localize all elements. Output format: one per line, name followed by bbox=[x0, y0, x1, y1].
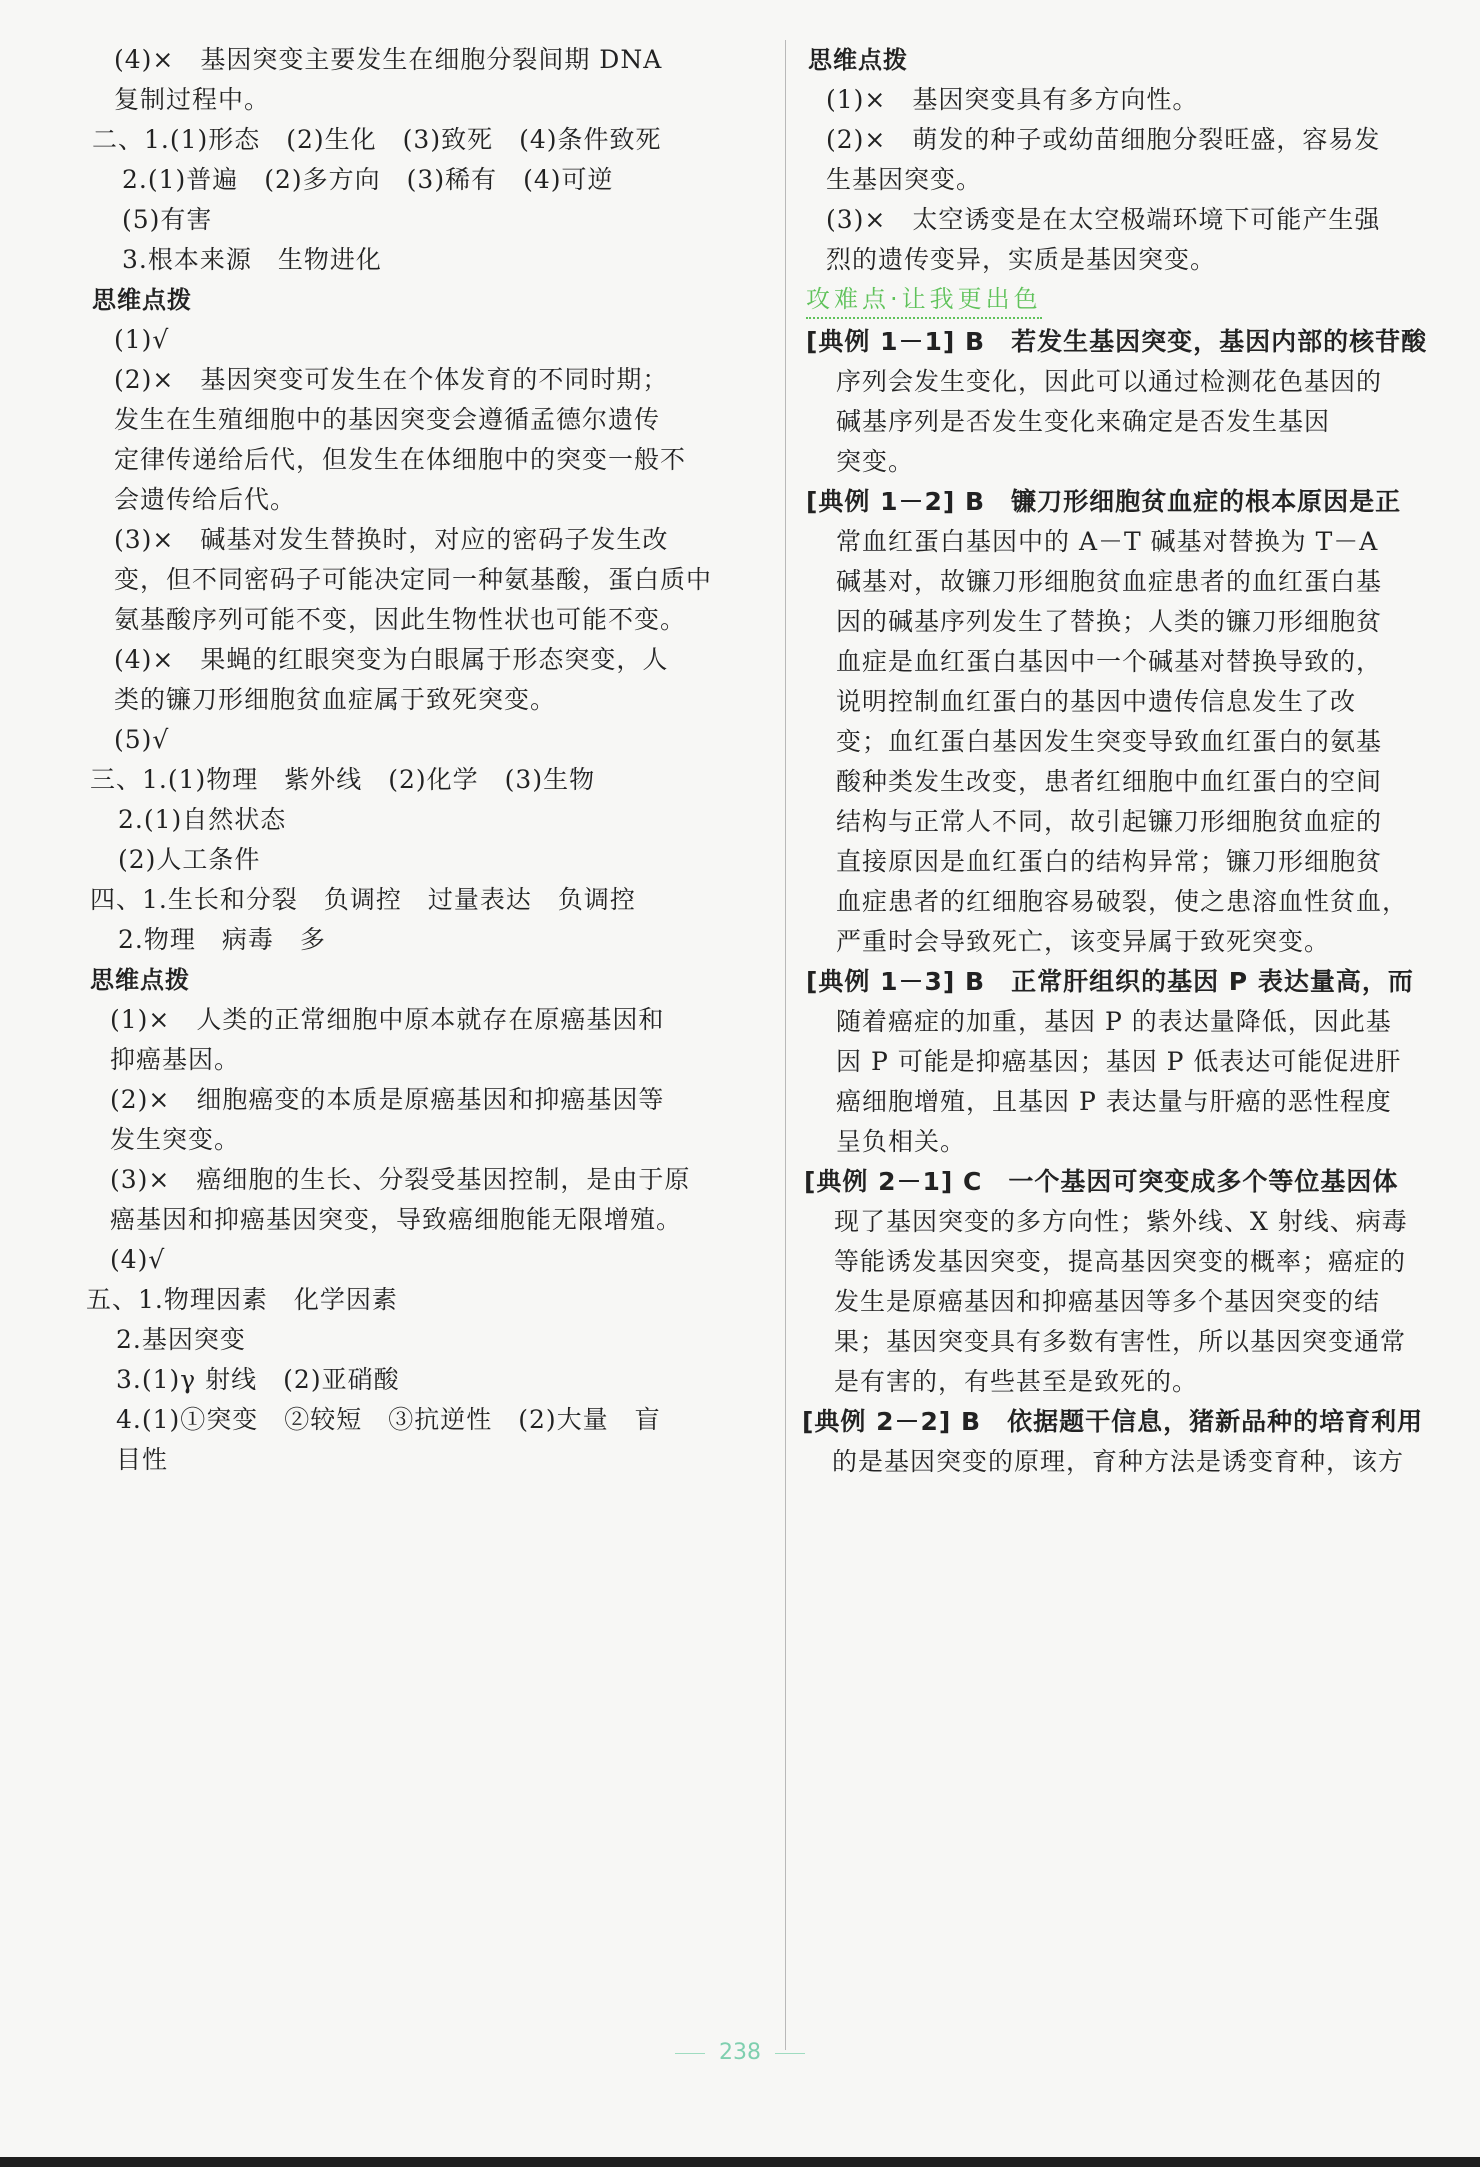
text-line: 果；基因突变具有多数有害性，所以基因突变通常 bbox=[834, 1327, 1407, 1356]
text-line: 发生是原癌基因和抑癌基因等多个基因突变的结 bbox=[834, 1287, 1381, 1316]
text-line: 发生在生殖细胞中的基因突变会遵循孟德尔遗传 bbox=[114, 405, 661, 434]
section-heading: 思维点拨 bbox=[92, 286, 192, 314]
example-line: [典例 2－1] C 一个基因可突变成多个等位基因体 bbox=[804, 1167, 1399, 1196]
text-line: 常血红蛋白基因中的 A－T 碱基对替换为 T－A bbox=[836, 527, 1379, 556]
text-line: 癌基因和抑癌基因突变，导致癌细胞能无限增殖。 bbox=[110, 1205, 683, 1234]
text-line: 3.根本来源 生物进化 bbox=[122, 245, 382, 274]
example-line: [典例 2－2] B 依据题干信息，猪新品种的培育利用 bbox=[802, 1407, 1424, 1436]
text-line: 会遗传给后代。 bbox=[114, 485, 297, 514]
text-line: 发生突变。 bbox=[110, 1125, 241, 1154]
text-line: 定律传递给后代，但发生在体细胞中的突变一般不 bbox=[114, 445, 687, 474]
text-line: 碱基对，故镰刀形细胞贫血症患者的血红蛋白基 bbox=[836, 567, 1383, 596]
text-line: (4)× 基因突变主要发生在细胞分裂间期 DNA bbox=[114, 45, 663, 74]
section-heading: 思维点拨 bbox=[90, 966, 190, 994]
text-line: (1)× 人类的正常细胞中原本就存在原癌基因和 bbox=[110, 1005, 665, 1034]
text-line: 五、1.物理因素 化学因素 bbox=[86, 1285, 398, 1314]
text-line: 是有害的，有些甚至是致死的。 bbox=[834, 1367, 1199, 1396]
text-line: 酸种类发生改变，患者红细胞中血红蛋白的空间 bbox=[836, 767, 1383, 796]
text-line: 血症是血红蛋白基因中一个碱基对替换导致的， bbox=[836, 647, 1383, 676]
text-line: (4)× 果蝇的红眼突变为白眼属于形态突变，人 bbox=[114, 645, 669, 674]
text-line: 二、1.(1)形态 (2)生化 (3)致死 (4)条件致死 bbox=[92, 125, 662, 154]
text-line: 序列会发生变化，因此可以通过检测花色基因的 bbox=[836, 367, 1383, 396]
text-line: 2.物理 病毒 多 bbox=[118, 925, 326, 954]
text-line: 呈负相关。 bbox=[836, 1127, 967, 1156]
text-line: 突变。 bbox=[836, 447, 915, 476]
text-line: 结构与正常人不同，故引起镰刀形细胞贫血症的 bbox=[836, 807, 1383, 836]
text-line: 3.(1)γ 射线 (2)亚硝酸 bbox=[116, 1365, 400, 1394]
text-line: 2.(1)普遍 (2)多方向 (3)稀有 (4)可逆 bbox=[122, 165, 614, 194]
text-line: 严重时会导致死亡，该变异属于致死突变。 bbox=[836, 927, 1331, 956]
text-line: 复制过程中。 bbox=[114, 85, 271, 114]
text-line: 氨基酸序列可能不变，因此生物性状也可能不变。 bbox=[114, 605, 687, 634]
section-heading: 思维点拨 bbox=[808, 46, 908, 74]
text-line: (2)× 基因突变可发生在个体发育的不同时期； bbox=[114, 365, 669, 394]
text-line: 碱基序列是否发生变化来确定是否发生基因 bbox=[836, 407, 1331, 436]
text-line: 2.(1)自然状态 bbox=[118, 805, 287, 834]
text-line: 癌细胞增殖，且基因 P 表达量与肝癌的恶性程度 bbox=[836, 1087, 1392, 1116]
text-line: 血症患者的红细胞容易破裂，使之患溶血性贫血， bbox=[836, 887, 1409, 916]
example-line: [典例 1－1] B 若发生基因突变，基因内部的核苷酸 bbox=[806, 327, 1428, 356]
text-line: 因的碱基序列发生了替换；人类的镰刀形细胞贫 bbox=[836, 607, 1383, 636]
text-line: 三、1.(1)物理 紫外线 (2)化学 (3)生物 bbox=[90, 765, 596, 794]
text-line: 变；血红蛋白基因发生突变导致血红蛋白的氨基 bbox=[836, 727, 1383, 756]
text-line: (3)× 太空诱变是在太空极端环境下可能产生强 bbox=[826, 205, 1381, 234]
page-number-dash-right bbox=[775, 2053, 805, 2054]
section-title: 攻难点·让我更出色 bbox=[806, 281, 1042, 319]
page-number-text: 238 bbox=[719, 2040, 761, 2065]
text-line: (3)× 碱基对发生替换时，对应的密码子发生改 bbox=[114, 525, 669, 554]
text-line: 随着癌症的加重，基因 P 的表达量降低，因此基 bbox=[836, 1007, 1392, 1036]
text-line: (1)√ bbox=[114, 325, 170, 354]
text-line: (2)人工条件 bbox=[118, 845, 261, 874]
text-line: 2.基因突变 bbox=[116, 1325, 246, 1354]
text-line: 目性 bbox=[116, 1445, 169, 1474]
text-line: (1)× 基因突变具有多方向性。 bbox=[826, 85, 1199, 114]
text-line: 四、1.生长和分裂 负调控 过量表达 负调控 bbox=[90, 885, 636, 914]
text-line: 等能诱发基因突变，提高基因突变的概率；癌症的 bbox=[834, 1247, 1407, 1276]
text-line: (5)√ bbox=[114, 725, 170, 754]
example-line: [典例 1－3] B 正常肝组织的基因 P 表达量高，而 bbox=[806, 967, 1414, 996]
text-line: 烈的遗传变异，实质是基因突变。 bbox=[826, 245, 1217, 274]
text-line: (4)√ bbox=[110, 1245, 166, 1274]
bottom-border bbox=[0, 2157, 1480, 2167]
text-line: 因 P 可能是抑癌基因；基因 P 低表达可能促进肝 bbox=[836, 1047, 1402, 1076]
text-line: 抑癌基因。 bbox=[110, 1045, 241, 1074]
text-line: 变，但不同密码子可能决定同一种氨基酸，蛋白质中 bbox=[114, 565, 713, 594]
text-line: 类的镰刀形细胞贫血症属于致死突变。 bbox=[114, 685, 557, 714]
text-line: 生基因突变。 bbox=[826, 165, 983, 194]
column-divider bbox=[785, 40, 786, 2050]
text-line: (2)× 萌发的种子或幼苗细胞分裂旺盛，容易发 bbox=[826, 125, 1381, 154]
text-line: (3)× 癌细胞的生长、分裂受基因控制，是由于原 bbox=[110, 1165, 691, 1194]
text-line: 现了基因突变的多方向性；紫外线、X 射线、病毒 bbox=[834, 1207, 1408, 1236]
text-line: (2)× 细胞癌变的本质是原癌基因和抑癌基因等 bbox=[110, 1085, 665, 1114]
page-number-dash-left bbox=[675, 2053, 705, 2054]
page-number bbox=[0, 2040, 1480, 2065]
text-line: (5)有害 bbox=[122, 205, 213, 234]
example-line: [典例 1－2] B 镰刀形细胞贫血症的根本原因是正 bbox=[806, 487, 1402, 516]
text-line: 4.(1)①突变 ②较短 ③抗逆性 (2)大量 盲 bbox=[116, 1405, 661, 1434]
text-line: 的是基因突变的原理，育种方法是诱变育种，该方 bbox=[832, 1447, 1405, 1476]
text-line: 说明控制血红蛋白的基因中遗传信息发生了改 bbox=[836, 687, 1357, 716]
text-line: 直接原因是血红蛋白的结构异常；镰刀形细胞贫 bbox=[836, 847, 1383, 876]
